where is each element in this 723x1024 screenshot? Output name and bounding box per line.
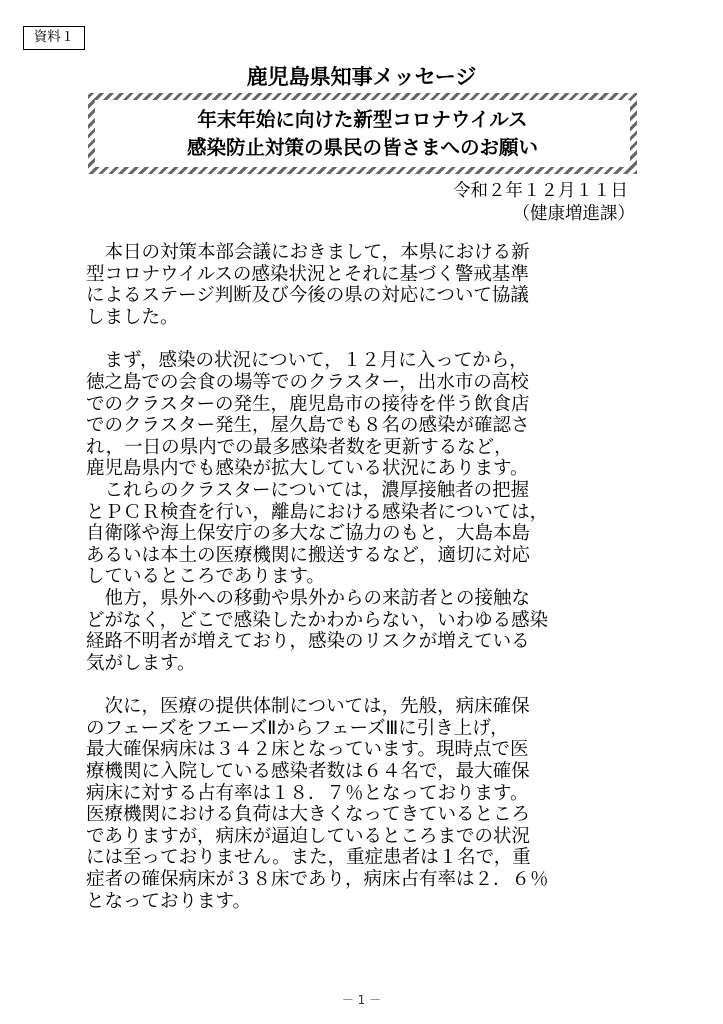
text-line: となっております。 — [86, 890, 252, 912]
text-line: 鹿児島県内でも感染が拡大している状況にあります。 — [86, 458, 529, 480]
text-line: 自衛隊や海上保安庁の多大なご協力のもと，大島本島 — [86, 523, 531, 545]
text-line: 本日の対策本部会議におきまして，本県における新 — [86, 242, 530, 263]
subtitle-frame — [88, 93, 637, 174]
paragraph-gap — [86, 328, 666, 350]
text-line: 型コロナウイルスの感染状況とそれに基づく警戒基準 — [86, 263, 529, 285]
text-line: には至っておりません。また，重症患者は１名で，重 — [86, 847, 531, 869]
text-line: まず，感染の状況について，１２月に入ってから， — [86, 350, 528, 372]
text-line: 病床に対する占有率は１８．７％となっております。 — [86, 782, 529, 804]
text-line: どがなく，どこで感染したかわからない，いわゆる感染 — [86, 609, 549, 631]
text-line: 他方，県外への移動や県外からの来訪者との接触な — [86, 587, 531, 609]
body-paragraph — [86, 350, 666, 674]
text-line: 療機関に入院している感染者数は６４名で，最大確保 — [86, 761, 530, 783]
text-line: のフェーズをフエーズⅡからフェーズⅢに引き上げ， — [86, 717, 509, 739]
text-line: 経路不明者が増えており，感染のリスクが増えている — [86, 631, 530, 653]
text-line: 徳之島での会食の場等でのクラスター，出水市の高校 — [86, 371, 529, 393]
text-line: これらのクラスターについては，濃厚接触者の把握 — [86, 479, 530, 501]
issuing-department: （健康増進課） — [512, 204, 635, 224]
paragraph-gap — [86, 674, 666, 696]
subtitle-line-2: 感染防止対策の県民の皆さまへのお願い — [186, 135, 538, 159]
text-line: でのクラスターの発生，鹿児島市の接待を伴う飲食店 — [86, 393, 530, 415]
text-line: によるステージ判断及び今後の県の対応について協議 — [86, 285, 529, 307]
text-line: しました。 — [86, 306, 179, 328]
text-line: れ，一日の県内での最多感染者数を更新するなど， — [86, 436, 513, 458]
text-line: 最大確保病床は３４２床となっています。現時点で医 — [86, 739, 529, 761]
message-date: 令和２年１２月１１日 — [453, 181, 628, 201]
message-body — [86, 242, 666, 912]
body-paragraph — [86, 696, 666, 912]
body-paragraph — [86, 242, 666, 328]
text-line: 気がします。 — [86, 652, 196, 674]
text-line: とＰＣＲ検査を行い，離島における感染者については， — [86, 501, 549, 523]
text-line: でありますが，病床が逼迫しているところまでの状況 — [86, 825, 531, 847]
text-line: でのクラスター発生，屋久島でも８名の感染が確認さ — [86, 415, 530, 437]
document-label-badge: 資料１ — [23, 26, 85, 50]
text-line: しているところであります。 — [86, 566, 325, 588]
text-line: あるいは本土の医療機関に搬送するなど，適切に対応 — [86, 544, 531, 566]
page-number: － 1 － — [341, 993, 382, 1007]
page-title: 鹿児島県知事メッセージ — [246, 65, 477, 89]
text-line: 医療機関における負荷は大きくなってきているところ — [86, 804, 531, 826]
text-line: 次に，医療の提供体制については，先般，病床確保 — [86, 696, 530, 718]
subtitle-line-1: 年末年始に向けた新型コロナウイルス — [197, 107, 528, 131]
text-line: 症者の確保病床が３８床であり，病床占有率は２．６％ — [86, 869, 549, 891]
